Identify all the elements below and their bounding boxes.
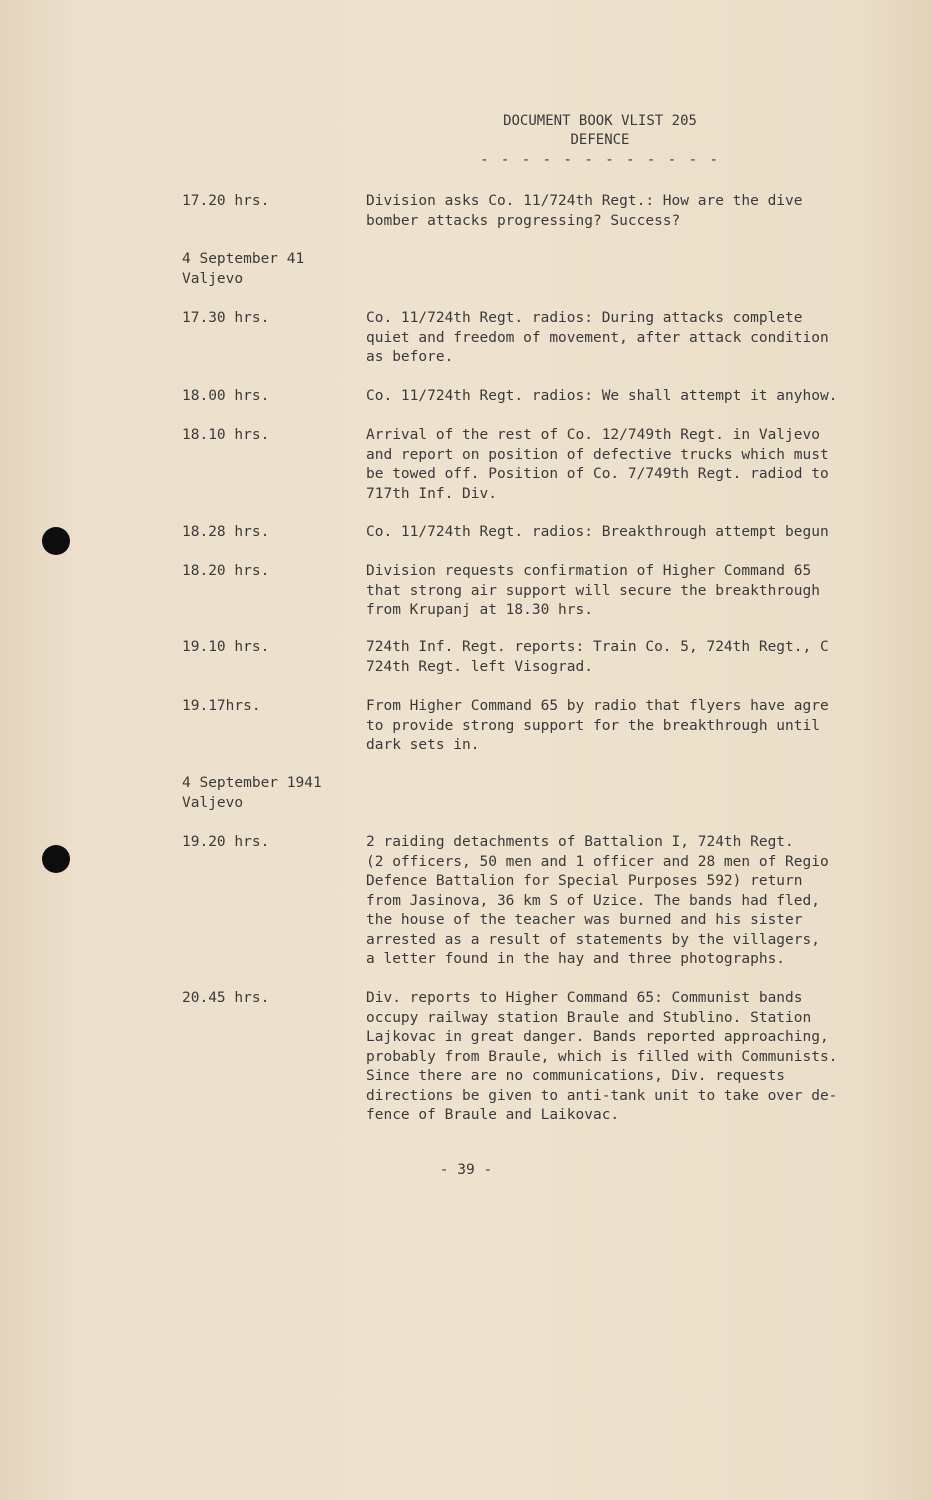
punch-hole-upper (42, 527, 70, 555)
entry-text: 2 raiding detachments of Battalion I, 724th Regt. (2 officers, 50 men and 1 officer and 28 men of Regio Defence Battalion for Special Purposes 592) return from Jasinova, 36 km S of Uzice. The bands had fled, the house of the teacher was burned and his sister arrested as a result of statements by the villagers, a letter found in the hay and three photographs. (366, 834, 829, 967)
entry-time: 19.20 hrs. (182, 834, 270, 850)
entry-text: Div. reports to Higher Command 65: Communist bands occupy railway station Braule and Stublino. Station Lajkovac in great danger. Bands reported approaching, probably from Braule, which is filled with Communists. Since there are no communications, Div. requests directions be given to anti-tank unit to take over de- fence of Braule and Laikovac. (366, 990, 838, 1123)
header-divider: - - - - - - - - - - - - (480, 152, 720, 168)
page-number: - 39 - (439, 1162, 493, 1178)
entry-time: 18.10 hrs. (182, 427, 270, 443)
entry-text: Division requests confirmation of Higher Command 65 that strong air support will secure the breakthrough from Krupanj at 18.30 hrs. (366, 563, 820, 618)
entry-text: Co. 11/724th Regt. radios: During attacks complete quiet and freedom of movement, after attack condition as before. (366, 310, 829, 365)
entry-text: Co. 11/724th Regt. radios: We shall attempt it anyhow. (366, 388, 838, 404)
punch-hole-lower (42, 845, 70, 873)
entry-date-place: 4 September 41 Valjevo (182, 251, 305, 287)
entry-text: Division asks Co. 11/724th Regt.: How are the dive bomber attacks progressing? Success? (366, 193, 803, 229)
entry-time: 18.20 hrs. (182, 563, 270, 579)
entry-text: Arrival of the rest of Co. 12/749th Regt. in Valjevo and report on position of defective trucks which must be towed off. Position of Co. 7/749th Regt. radiod to 717th Inf. Div. (366, 427, 829, 502)
entry-time: 18.28 hrs. (182, 524, 270, 540)
entry-time: 19.17hrs. (182, 698, 261, 714)
entry-text: 724th Inf. Regt. reports: Train Co. 5, 724th Regt., C 724th Regt. left Visograd. (366, 639, 829, 675)
document-header (460, 112, 740, 170)
document-subtitle: DEFENCE (570, 132, 630, 148)
entry-time: 17.30 hrs. (182, 310, 270, 326)
entry-time: 20.45 hrs. (182, 990, 270, 1006)
entry-time: 19.10 hrs. (182, 639, 270, 655)
entry-time: 17.20 hrs. (182, 193, 270, 209)
document-title: DOCUMENT BOOK VLIST 205 (503, 113, 697, 129)
entry-time: 18.00 hrs. (182, 388, 270, 404)
entry-text: Co. 11/724th Regt. radios: Breakthrough attempt begun (366, 524, 829, 540)
entry-date-place: 4 September 1941 Valjevo (182, 775, 322, 811)
entry-text: From Higher Command 65 by radio that flyers have agre to provide strong support for the breakthrough until dark sets in. (366, 698, 829, 753)
